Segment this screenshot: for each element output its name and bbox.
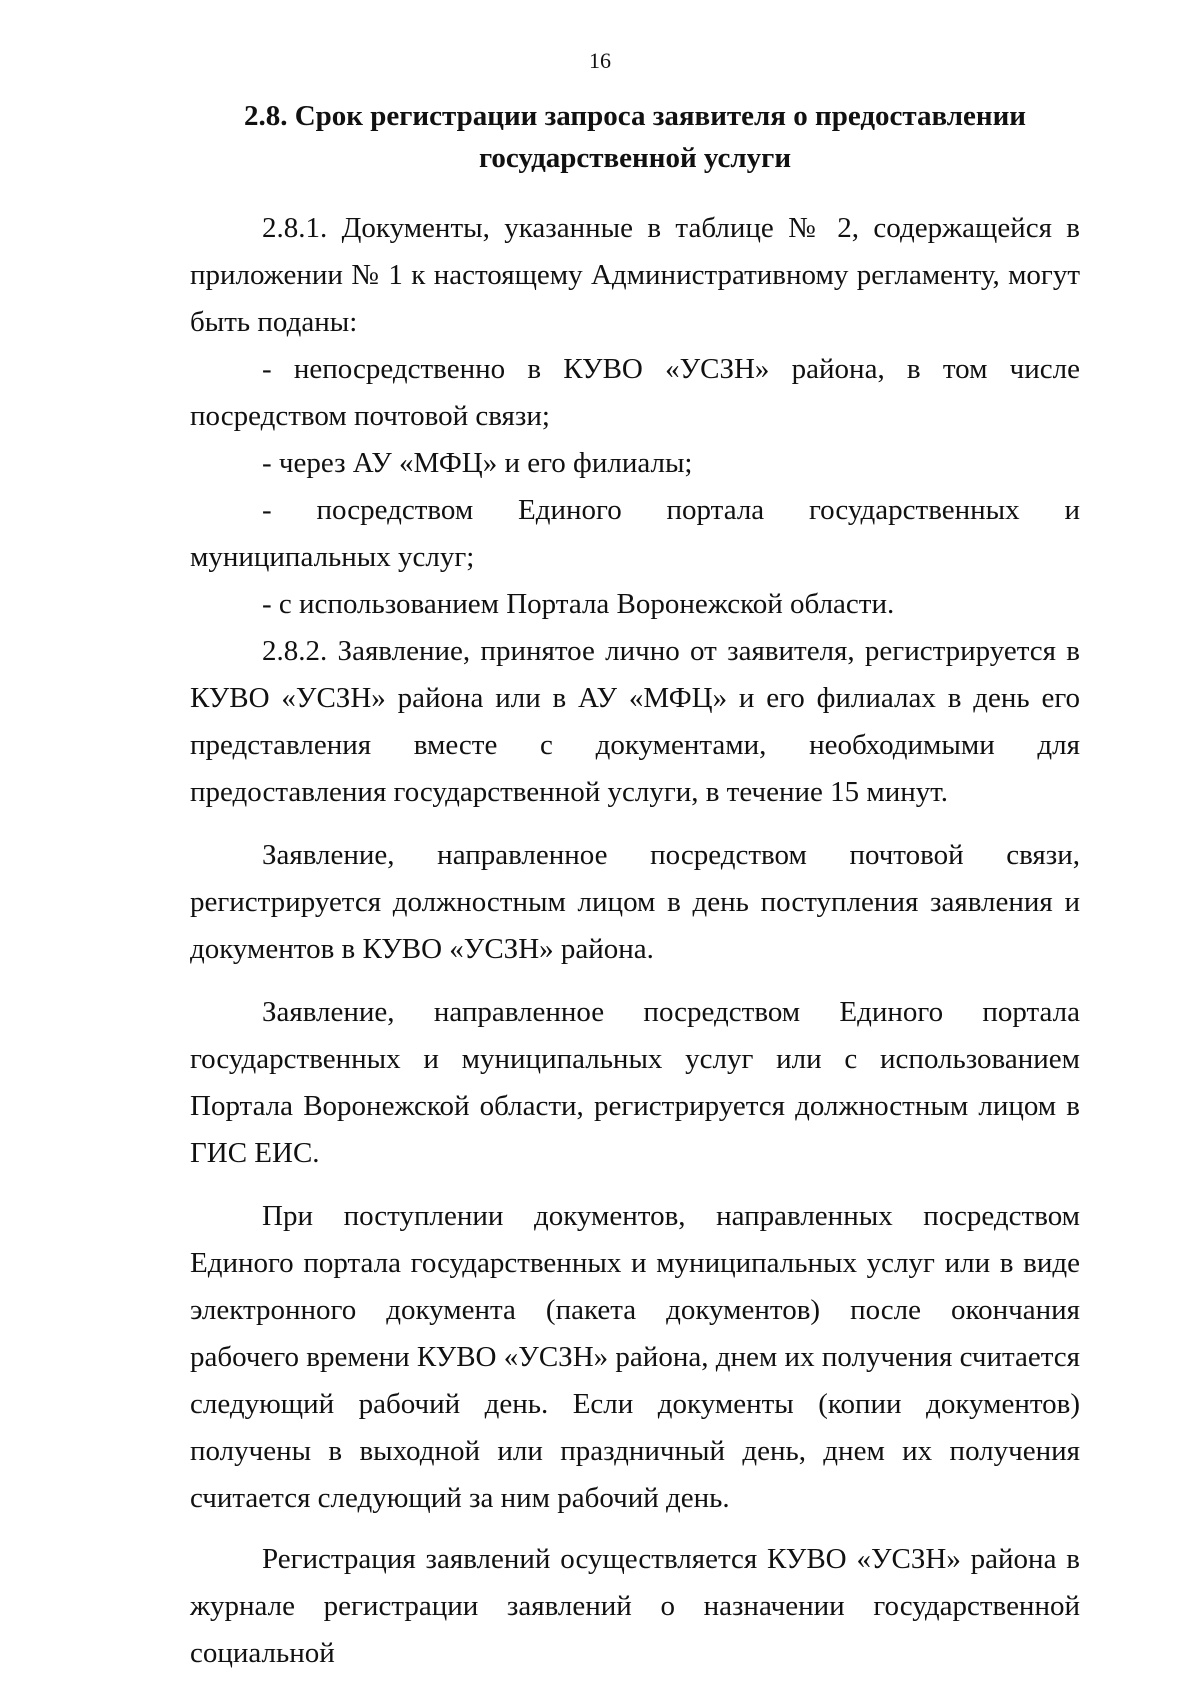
section-heading-line-2: государственной услуги bbox=[478, 142, 792, 174]
paragraph-portal-registration: Заявление, направленное посредством Единого портала государственных и муниципальных услуг или с использованием Портала Воронежской области, регистрируется должностным лицом в ГИС ЕИС. bbox=[190, 996, 1080, 1169]
list-item-regional-portal: - с использованием Портала Воронежской области. bbox=[262, 588, 895, 620]
list-item-single-portal: - посредством Единого портала государственных и муниципальных услуг; bbox=[190, 494, 1080, 573]
paragraph-2-8-2: 2.8.2. Заявление, принятое лично от заявителя, регистрируется в КУВО «УСЗН» района или в АУ «МФЦ» и его филиалах в день его представления вместе с документами, необходимыми для предоставления государственной услуги, в течение 15 минут. bbox=[190, 635, 1080, 808]
paragraph-journal: Регистрация заявлений осуществляется КУВО «УСЗН» района в журнале регистрации заявлений о назначении государственной социальной bbox=[190, 1543, 1080, 1669]
document-body bbox=[190, 205, 1080, 1677]
section-heading-line-1: 2.8. Срок регистрации запроса заявителя о предоставлении bbox=[243, 100, 1027, 132]
paragraph-after-hours: При поступлении документов, направленных посредством Единого портала государственных и муниципальных услуг или в виде электронного документа (пакета документов) после окончания рабочего времени КУВО «УСЗН» района, днем их получения считается следующий рабочий день. Если документы (копии документов) получены в выходной или праздничный день, днем их получения считается следующий за ним рабочий день. bbox=[190, 1200, 1080, 1514]
section-heading bbox=[190, 95, 1080, 179]
page-number: 16 bbox=[589, 48, 611, 73]
paragraph-2-8-1: 2.8.1. Документы, указанные в таблице № 2, содержащейся в приложении № 1 к настоящему Административному регламенту, могут быть поданы: bbox=[190, 212, 1080, 338]
list-item-mfc: - через АУ «МФЦ» и его филиалы; bbox=[262, 447, 693, 479]
paragraph-postal: Заявление, направленное посредством почтовой связи, регистрируется должностным лицом в день поступления заявления и документов в КУВО «УСЗН» района. bbox=[190, 839, 1080, 965]
list-item-direct: - непосредственно в КУВО «УСЗН» района, в том числе посредством почтовой связи; bbox=[190, 353, 1080, 432]
